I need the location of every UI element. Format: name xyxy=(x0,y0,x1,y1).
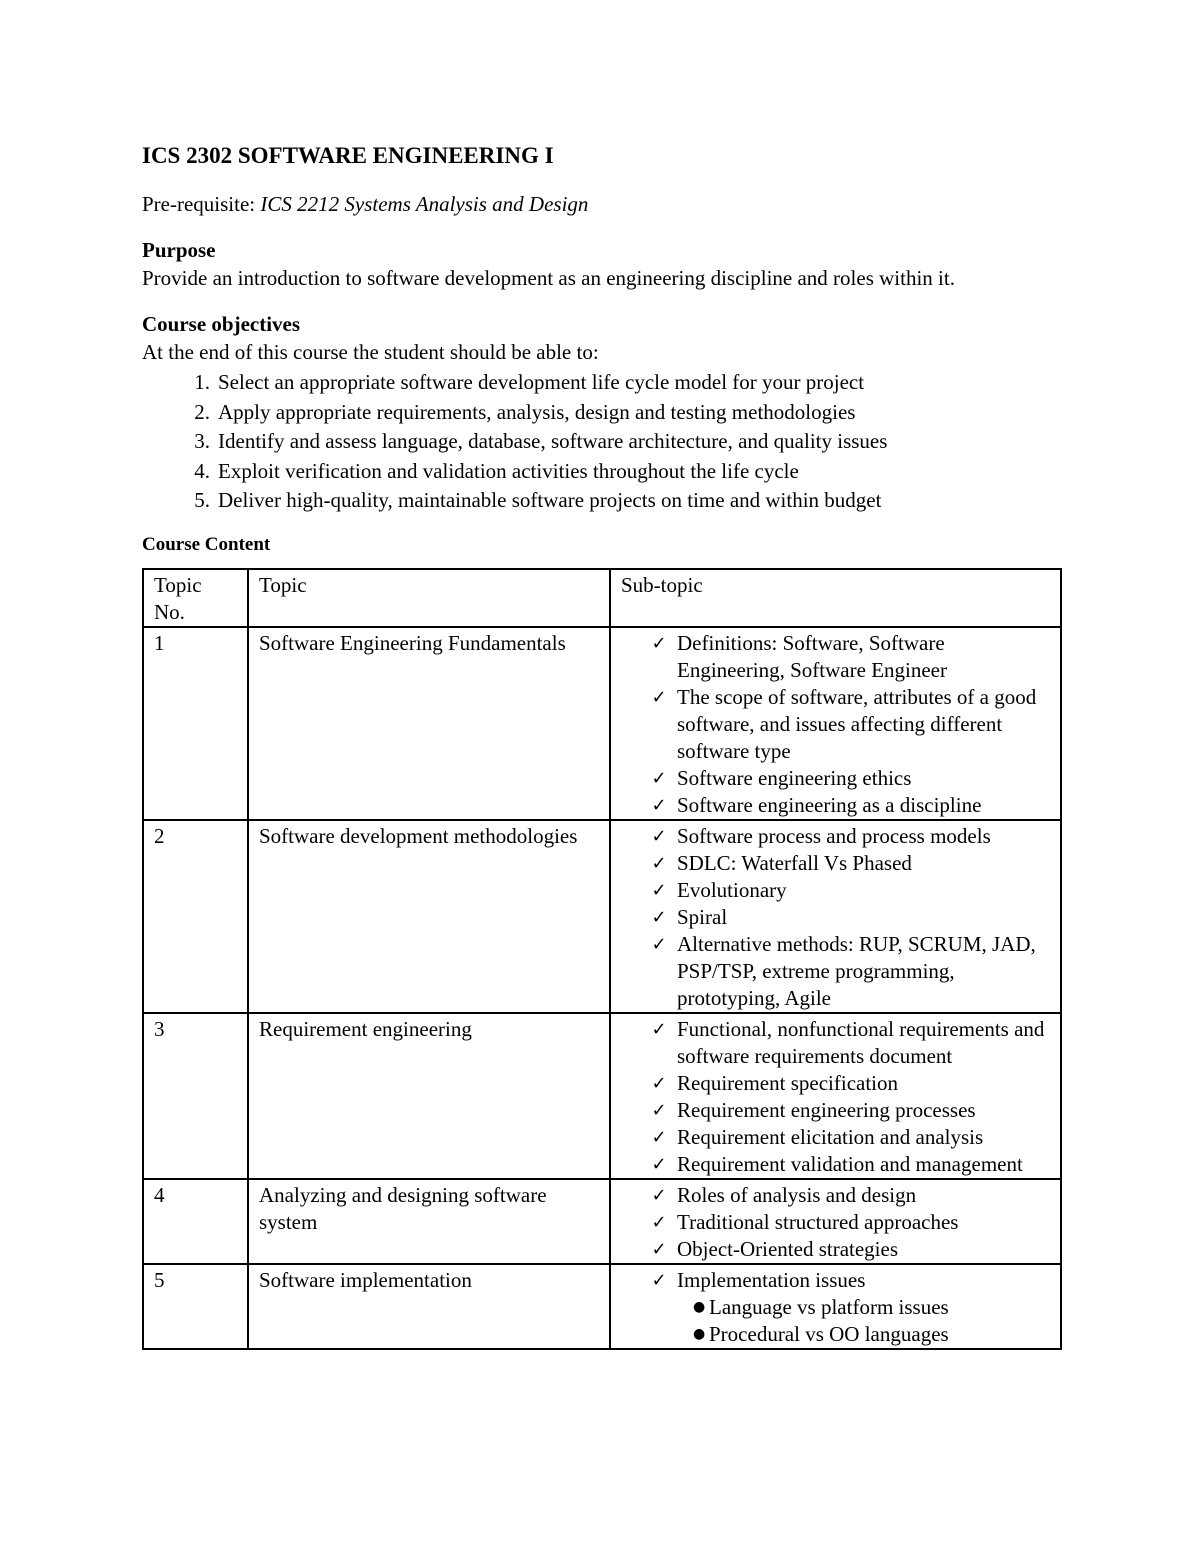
table-row xyxy=(143,1013,1061,1179)
check-mark-icon: ✓ xyxy=(651,1126,667,1148)
objectives-heading: Course objectives xyxy=(142,312,301,336)
check-mark-icon: ✓ xyxy=(651,1099,667,1121)
objective-text: Apply appropriate requirements, analysis, design and testing methodologies xyxy=(218,399,856,424)
table-header-row xyxy=(143,569,1061,627)
subtopic-text: Definitions: Software, Software Engineering, Software Engineer xyxy=(677,630,947,682)
topic-cell: Software development methodologies xyxy=(248,820,610,1013)
subtopic-item xyxy=(611,1016,1050,1070)
objective-number: 5. xyxy=(194,488,210,512)
subtopic-item xyxy=(611,877,1050,904)
subtopic-item xyxy=(611,850,1050,877)
objective-text: Select an appropriate software development life cycle model for your project xyxy=(218,370,865,394)
topic-cell: Software implementation xyxy=(248,1264,610,1349)
check-mark-icon: ✓ xyxy=(651,1153,667,1175)
subtopic-item xyxy=(611,792,1050,819)
objective-item xyxy=(142,368,1062,398)
bullet-text: Procedural vs OO languages xyxy=(709,1321,949,1346)
subtopic-item xyxy=(611,684,1050,765)
subtopic-item xyxy=(611,904,1050,931)
prerequisite xyxy=(142,190,1062,218)
subtopic-list xyxy=(611,1182,1050,1263)
subtopic-text: Software process and process models xyxy=(677,823,991,848)
subtopic-list xyxy=(611,1267,1050,1294)
table-row xyxy=(143,627,1061,820)
check-mark-icon: ✓ xyxy=(651,632,667,654)
subtopic-item xyxy=(611,1209,1050,1236)
check-mark-icon: ✓ xyxy=(651,1072,667,1094)
bullet-text: Language vs platform issues xyxy=(709,1294,949,1319)
purpose-text: Provide an introduction to software development as an engineering discipline and roles within it. xyxy=(142,266,955,290)
check-mark-icon: ✓ xyxy=(651,879,667,901)
topic-cell: Software Engineering Fundamentals xyxy=(248,627,610,820)
objective-text: Deliver high-quality, maintainable software projects on time and within budget xyxy=(218,488,882,512)
check-mark-icon: ✓ xyxy=(651,1269,667,1291)
objective-number: 4. xyxy=(194,458,210,483)
check-mark-icon: ✓ xyxy=(651,794,667,816)
topic-number-cell: 5 xyxy=(143,1264,248,1349)
check-mark-icon: ✓ xyxy=(651,767,667,789)
bullet-item xyxy=(611,1321,1050,1348)
check-mark-icon: ✓ xyxy=(651,1018,667,1040)
subtopic-item xyxy=(611,1097,1050,1124)
subtopic-cell xyxy=(610,1013,1061,1179)
subtopic-text: Software engineering as a discipline xyxy=(677,792,982,817)
subtopic-text: Alternative methods: RUP, SCRUM, JAD, PSP/TSP, extreme programming, prototyping, Agile xyxy=(677,931,1036,1010)
objective-number: 1. xyxy=(194,370,210,394)
subtopic-list xyxy=(611,1016,1050,1178)
objective-number: 2. xyxy=(194,399,210,424)
check-mark-icon: ✓ xyxy=(651,1238,667,1260)
topic-number-cell: 3 xyxy=(143,1013,248,1179)
subtopic-item xyxy=(611,823,1050,850)
table-row xyxy=(143,1264,1061,1349)
purpose-heading: Purpose xyxy=(142,238,216,262)
subtopic-cell xyxy=(610,627,1061,820)
objective-item xyxy=(142,398,1062,428)
bullet-item xyxy=(611,1294,1050,1321)
course-content-heading: Course Content xyxy=(142,533,271,555)
subtopic-text: Evolutionary xyxy=(677,877,787,902)
subtopic-text: The scope of software, attributes of a good software, and issues affecting different software type xyxy=(677,684,1037,763)
subtopic-text: Object-Oriented strategies xyxy=(677,1236,898,1261)
check-mark-icon: ✓ xyxy=(651,852,667,874)
subtopic-item xyxy=(611,630,1050,684)
table-row xyxy=(143,820,1061,1013)
objective-item xyxy=(142,486,1062,516)
prerequisite-course: ICS 2212 Systems Analysis and Design xyxy=(260,192,589,216)
topic-number-cell: 2 xyxy=(143,820,248,1013)
subtopic-text: Software engineering ethics xyxy=(677,765,912,790)
prerequisite-label: Pre-requisite: xyxy=(142,192,261,216)
subtopic-text: Implementation issues xyxy=(677,1267,866,1292)
course-title: ICS 2302 SOFTWARE ENGINEERING I xyxy=(142,143,554,168)
subtopic-text: Requirement specification xyxy=(677,1070,899,1095)
subtopic-item xyxy=(611,1124,1050,1151)
check-mark-icon: ✓ xyxy=(651,906,667,928)
subtopic-text: Requirement elicitation and analysis xyxy=(677,1124,984,1149)
subtopic-item xyxy=(611,1236,1050,1263)
subtopic-item xyxy=(611,1182,1050,1209)
check-mark-icon: ✓ xyxy=(651,1211,667,1233)
subtopic-text: Functional, nonfunctional requirements and software requirements document xyxy=(677,1016,1045,1068)
subtopic-item xyxy=(611,1070,1050,1097)
objective-item xyxy=(142,427,1062,457)
subtopic-item xyxy=(611,1151,1050,1178)
objectives-list xyxy=(142,368,1062,516)
bullet-dot-icon: ● xyxy=(693,1298,706,1315)
check-mark-icon: ✓ xyxy=(651,933,667,955)
subtopic-item xyxy=(611,1267,1050,1294)
subtopic-list xyxy=(611,630,1050,819)
subtopic-cell xyxy=(610,1179,1061,1264)
subtopic-cell xyxy=(610,820,1061,1013)
check-mark-icon: ✓ xyxy=(651,686,667,708)
bullet-dot-icon: ● xyxy=(693,1325,706,1342)
topic-cell: Requirement engineering xyxy=(248,1013,610,1179)
subtopic-text: SDLC: Waterfall Vs Phased xyxy=(677,850,912,875)
check-mark-icon: ✓ xyxy=(651,1184,667,1206)
header-topic: Topic xyxy=(248,569,610,627)
check-mark-icon: ✓ xyxy=(651,825,667,847)
subtopic-item xyxy=(611,765,1050,792)
topic-number-cell: 1 xyxy=(143,627,248,820)
subtopic-text: Requirement validation and management xyxy=(677,1151,1023,1176)
document-page xyxy=(142,140,1062,1350)
header-subtopic: Sub-topic xyxy=(610,569,1061,627)
subtopic-text: Traditional structured approaches xyxy=(677,1209,959,1234)
subtopic-text: Roles of analysis and design xyxy=(677,1182,917,1207)
subtopic-list xyxy=(611,823,1050,1012)
table-row xyxy=(143,1179,1061,1264)
subtopic-text: Spiral xyxy=(677,904,728,929)
objective-text: Identify and assess language, database, software architecture, and quality issues xyxy=(218,429,888,453)
subtopic-text: Requirement engineering processes xyxy=(677,1097,976,1122)
course-content-table xyxy=(142,568,1062,1350)
bullet-list xyxy=(611,1294,1050,1348)
objective-item xyxy=(142,457,1062,487)
topic-cell: Analyzing and designing software system xyxy=(248,1179,610,1264)
subtopic-cell xyxy=(610,1264,1061,1349)
subtopic-item xyxy=(611,931,1050,1012)
objective-text: Exploit verification and validation activities throughout the life cycle xyxy=(218,458,799,483)
header-topic-no: Topic No. xyxy=(143,569,248,627)
objective-number: 3. xyxy=(194,429,210,453)
objectives-intro: At the end of this course the student should be able to: xyxy=(142,340,599,364)
topic-number-cell: 4 xyxy=(143,1179,248,1264)
